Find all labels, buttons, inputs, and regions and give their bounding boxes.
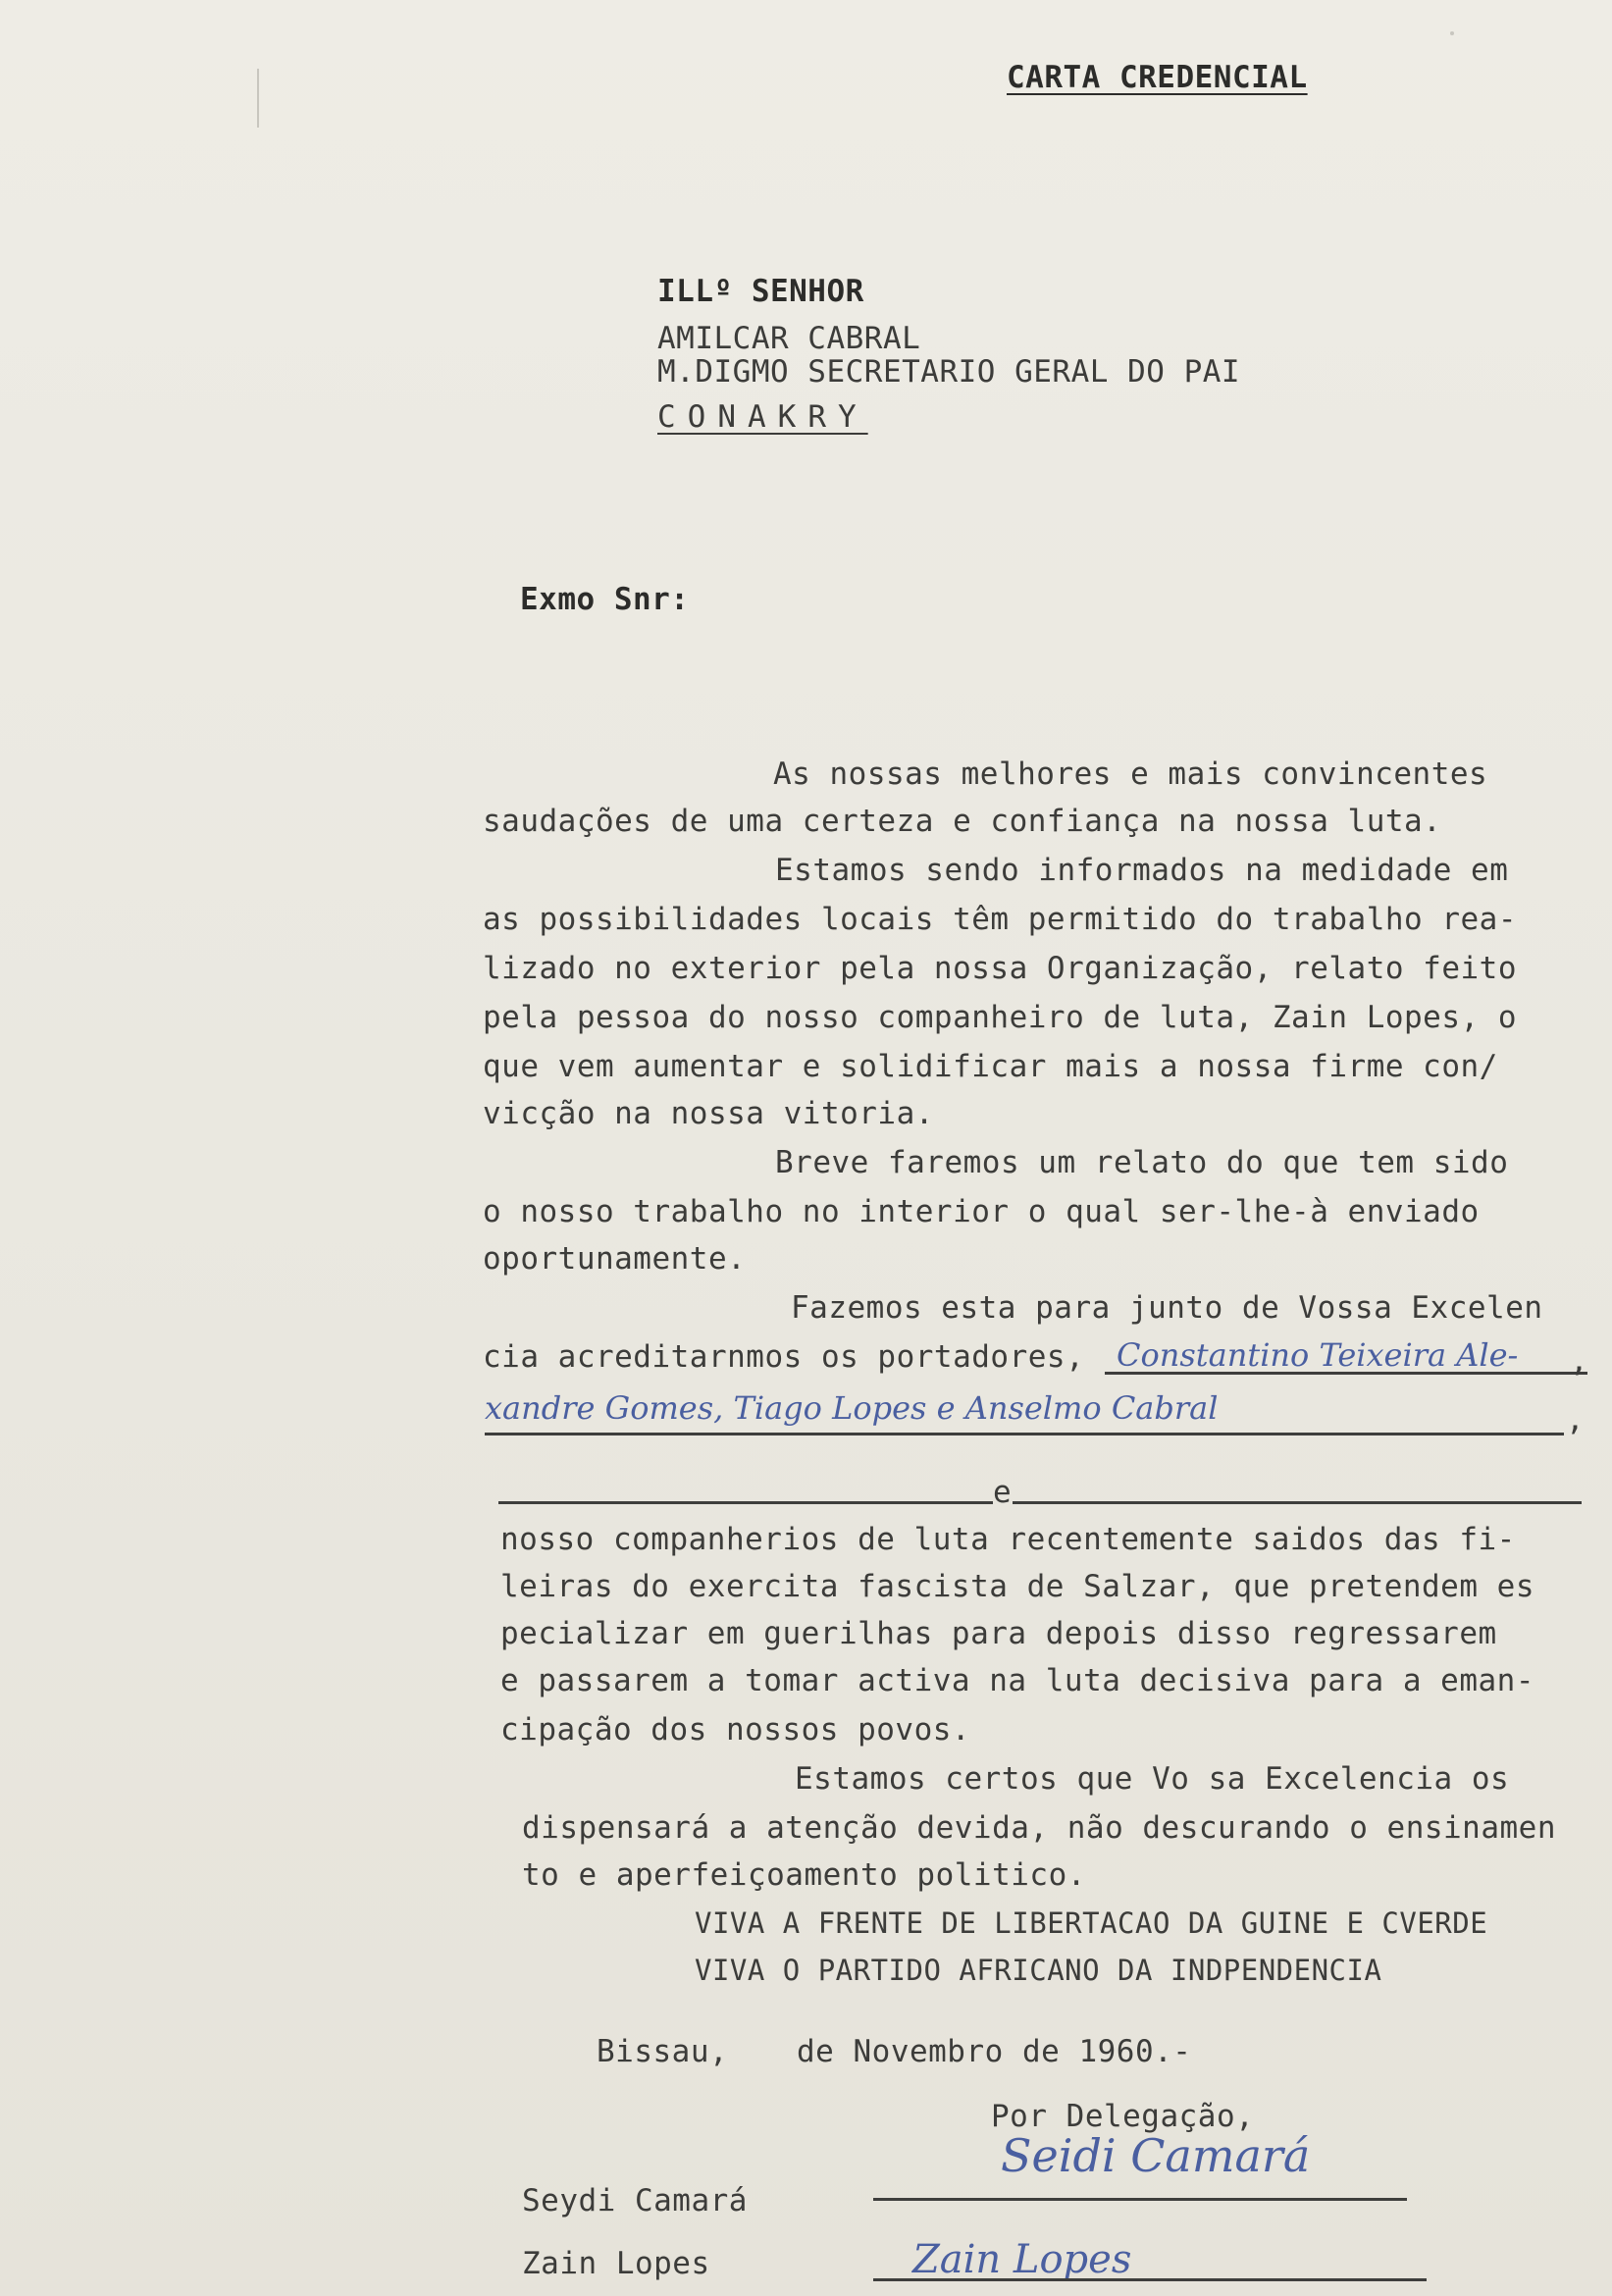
body-line: lizado no exterior pela nossa Organização, relato feito: [483, 951, 1517, 986]
letter-heading: CARTA CREDENCIAL: [1007, 60, 1308, 95]
paper-mark: [1450, 31, 1454, 35]
fill-line: [498, 1501, 993, 1504]
greeting: Exmo Snr:: [520, 582, 690, 617]
signature-line: [873, 2278, 1427, 2281]
body-line: e passarem a tomar activa na luta decisiva para a eman-: [500, 1663, 1534, 1698]
paper-mark: [257, 69, 259, 128]
body-line: cipação dos nossos povos.: [500, 1712, 971, 1748]
signature-2: Zain Lopes: [912, 2237, 1132, 2282]
body-line: pela pessoa do nosso companheiro de luta, Zain Lopes, o: [483, 1000, 1517, 1035]
body-line: oportunamente.: [483, 1241, 747, 1277]
signature-1: Seidi Camará: [1001, 2129, 1311, 2182]
fill-line: [1105, 1372, 1587, 1375]
body-line: leiras do exercita fascista de Salzar, que pretendem es: [500, 1569, 1534, 1604]
handwritten-names-2: xandre Gomes, Tiago Lopes e Anselmo Cabral: [485, 1389, 1219, 1427]
signatory-name: Seydi Camará: [522, 2183, 748, 2218]
body-line: saudações de uma certeza e confiança na nossa luta.: [483, 804, 1442, 839]
handwritten-names-1: Constantino Teixeira Ale-: [1117, 1336, 1519, 1374]
slogan: VIVA O PARTIDO AFRICANO DA INDPENDENCIA: [695, 1954, 1382, 1987]
body-line: As nossas melhores e mais convincentes: [773, 757, 1488, 792]
body-line: Estamos certos que Vo sa Excelencia os: [795, 1761, 1510, 1797]
delegation-line: Por Delegação,: [991, 2099, 1255, 2134]
signature-line: [873, 2198, 1407, 2201]
addressee-salutation: ILLº SENHOR: [657, 274, 864, 309]
comma-mark: ,: [1566, 1402, 1586, 1437]
addressee-role: M.DIGMO SECRETARIO GERAL DO PAI: [657, 354, 1241, 390]
body-line: o nosso trabalho no interior o qual ser-lhe-à enviado: [483, 1194, 1480, 1229]
body-line: as possibilidades locais têm permitido do trabalho rea-: [483, 902, 1517, 937]
body-line: pecializar em guerilhas para depois disso regressarem: [500, 1616, 1497, 1651]
body-line: vicção na nossa vitoria.: [483, 1096, 934, 1131]
connector-e: e: [993, 1475, 1013, 1510]
slogan: VIVA A FRENTE DE LIBERTACAO DA GUINE E CVERDE: [695, 1906, 1488, 1940]
comma-mark: ,: [1570, 1343, 1589, 1379]
addressee-name: AMILCAR CABRAL: [657, 321, 921, 356]
body-line: nosso companherios de luta recentemente saidos das fi-: [500, 1522, 1516, 1557]
date: de Novembro de 1960.-: [797, 2034, 1192, 2069]
body-line: dispensará a atenção devida, não descurando o ensinamen: [522, 1810, 1556, 1846]
body-line: Estamos sendo informados na medidade em: [775, 853, 1509, 888]
place: Bissau,: [597, 2034, 729, 2069]
body-line: to e aperfeiçoamento politico.: [522, 1857, 1086, 1893]
body-line: Breve faremos um relato do que tem sido: [775, 1145, 1509, 1180]
body-line: cia acreditarnmos os portadores,: [483, 1339, 1085, 1375]
body-line: Fazemos esta para junto de Vossa Excelen: [791, 1290, 1543, 1326]
fill-line: [485, 1433, 1564, 1435]
addressee-city: CONAKRY: [657, 399, 868, 435]
fill-line: [1013, 1501, 1582, 1504]
signatory-name: Zain Lopes: [522, 2246, 710, 2281]
body-line: que vem aumentar e solidificar mais a nossa firme con/: [483, 1049, 1498, 1084]
